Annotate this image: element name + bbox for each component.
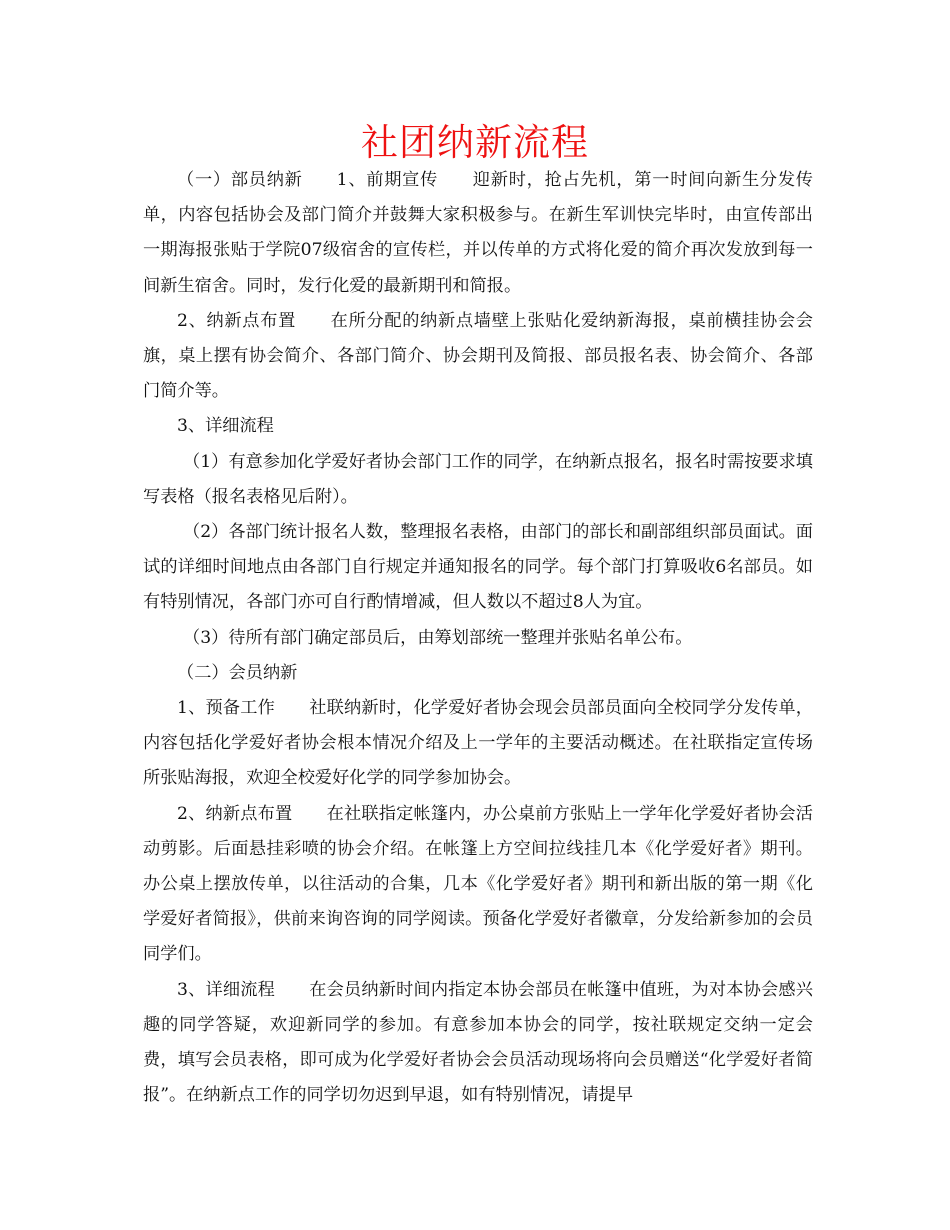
paragraph-text: 社联纳新时，化学爱好者协会现会员部员面向全校同学分发传单，内容包括化学爱好者协会根本情况介绍及上一学年的主要活动概述。在社联指定宣传场所张贴海报，欢迎全校爱好化学的同学参加协会。 <box>143 698 813 789</box>
subsection-heading: 2、纳新点布置 <box>177 310 296 331</box>
subsection-heading: 1、前期宣传 <box>336 170 439 190</box>
paragraph-4 <box>143 445 813 515</box>
paragraph-2 <box>143 304 813 410</box>
paragraph-7 <box>143 656 813 691</box>
paragraph-text: 在会员纳新时间内指定本协会部员在帐篷中值班，为对本协会感兴趣的同学答疑，欢迎新同学的参加。有意参加本协会的同学，按社联规定交纳一定会费，填写会员表格，即可成为化学爱好者协会会员活动现场将向会员赠送“化学爱好者简报”。在纳新点工作的同学切勿迟到早退，如有特别情况，请提早 <box>143 979 813 1106</box>
section-heading: （一）部员纳新 <box>177 170 303 190</box>
subsection-heading: 2、纳新点布置 <box>177 803 293 824</box>
paragraph-6 <box>143 621 813 656</box>
paragraph-10 <box>143 973 813 1114</box>
paragraph-8 <box>143 691 813 797</box>
document-body <box>143 163 813 1113</box>
paragraph-text: 在所分配的纳新点墙壁上张贴化爱纳新海报，桌前横挂协会会旗，桌上摆有协会简介、各部门简介、协会期刊及简报、部员报名表、协会简介、各部门简介等。 <box>143 310 813 402</box>
subsection-heading: 3、详细流程 <box>177 416 274 437</box>
section-heading: （二）会员纳新 <box>177 662 298 683</box>
paragraph-text: （3）待所有部门确定部员后，由筹划部统一整理并张贴名单公布。 <box>183 627 693 648</box>
subsection-heading: 3、详细流程 <box>177 979 276 1000</box>
paragraph-1 <box>143 163 813 304</box>
paragraph-text: 在社联指定帐篷内，办公桌前方张贴上一学年化学爱好者协会活动剪影。后面悬挂彩喷的协会介绍。在帐篷上方空间拉线挂几本《化学爱好者》期刊。办公桌上摆放传单，以往活动的合集，几本《化学爱好者》期刊和新出版的第一期《化学爱好者简报》，供前来询咨询的同学阅读。预备化学爱好者徽章，分发给新参加的会员同学们。 <box>143 803 813 965</box>
paragraph-3 <box>143 409 813 444</box>
paragraph-text: （1）有意参加化学爱好者协会部门工作的同学，在纳新点报名，报名时需按要求填写表格（报名表格见后附）。 <box>143 451 813 507</box>
subsection-heading: 1、预备工作 <box>177 698 276 719</box>
paragraph-text: （2）各部门统计报名人数，整理报名表格，由部门的部长和副部组织部员面试。面试的详细时间地点由各部门自行规定并通知报名的同学。每个部门打算吸收6名部员。如有特别情况，各部门亦可自行酌情增减，但人数以不超过8人为宜。 <box>143 522 813 613</box>
paragraph-text: 迎新时，抢占先机，第一时间向新生分发传单，内容包括协会及部门简介并鼓舞大家积极参与。在新生军训快完毕时，由宣传部出一期海报张贴于学院07级宿舍的宣传栏，并以传单的方式将化爱的简介再次发放到每一间新生宿舍。同时，发行化爱的最新期刊和简报。 <box>143 170 813 296</box>
document-title: 社团纳新流程 <box>361 121 589 164</box>
paragraph-9 <box>143 797 813 973</box>
paragraph-5 <box>143 515 813 621</box>
